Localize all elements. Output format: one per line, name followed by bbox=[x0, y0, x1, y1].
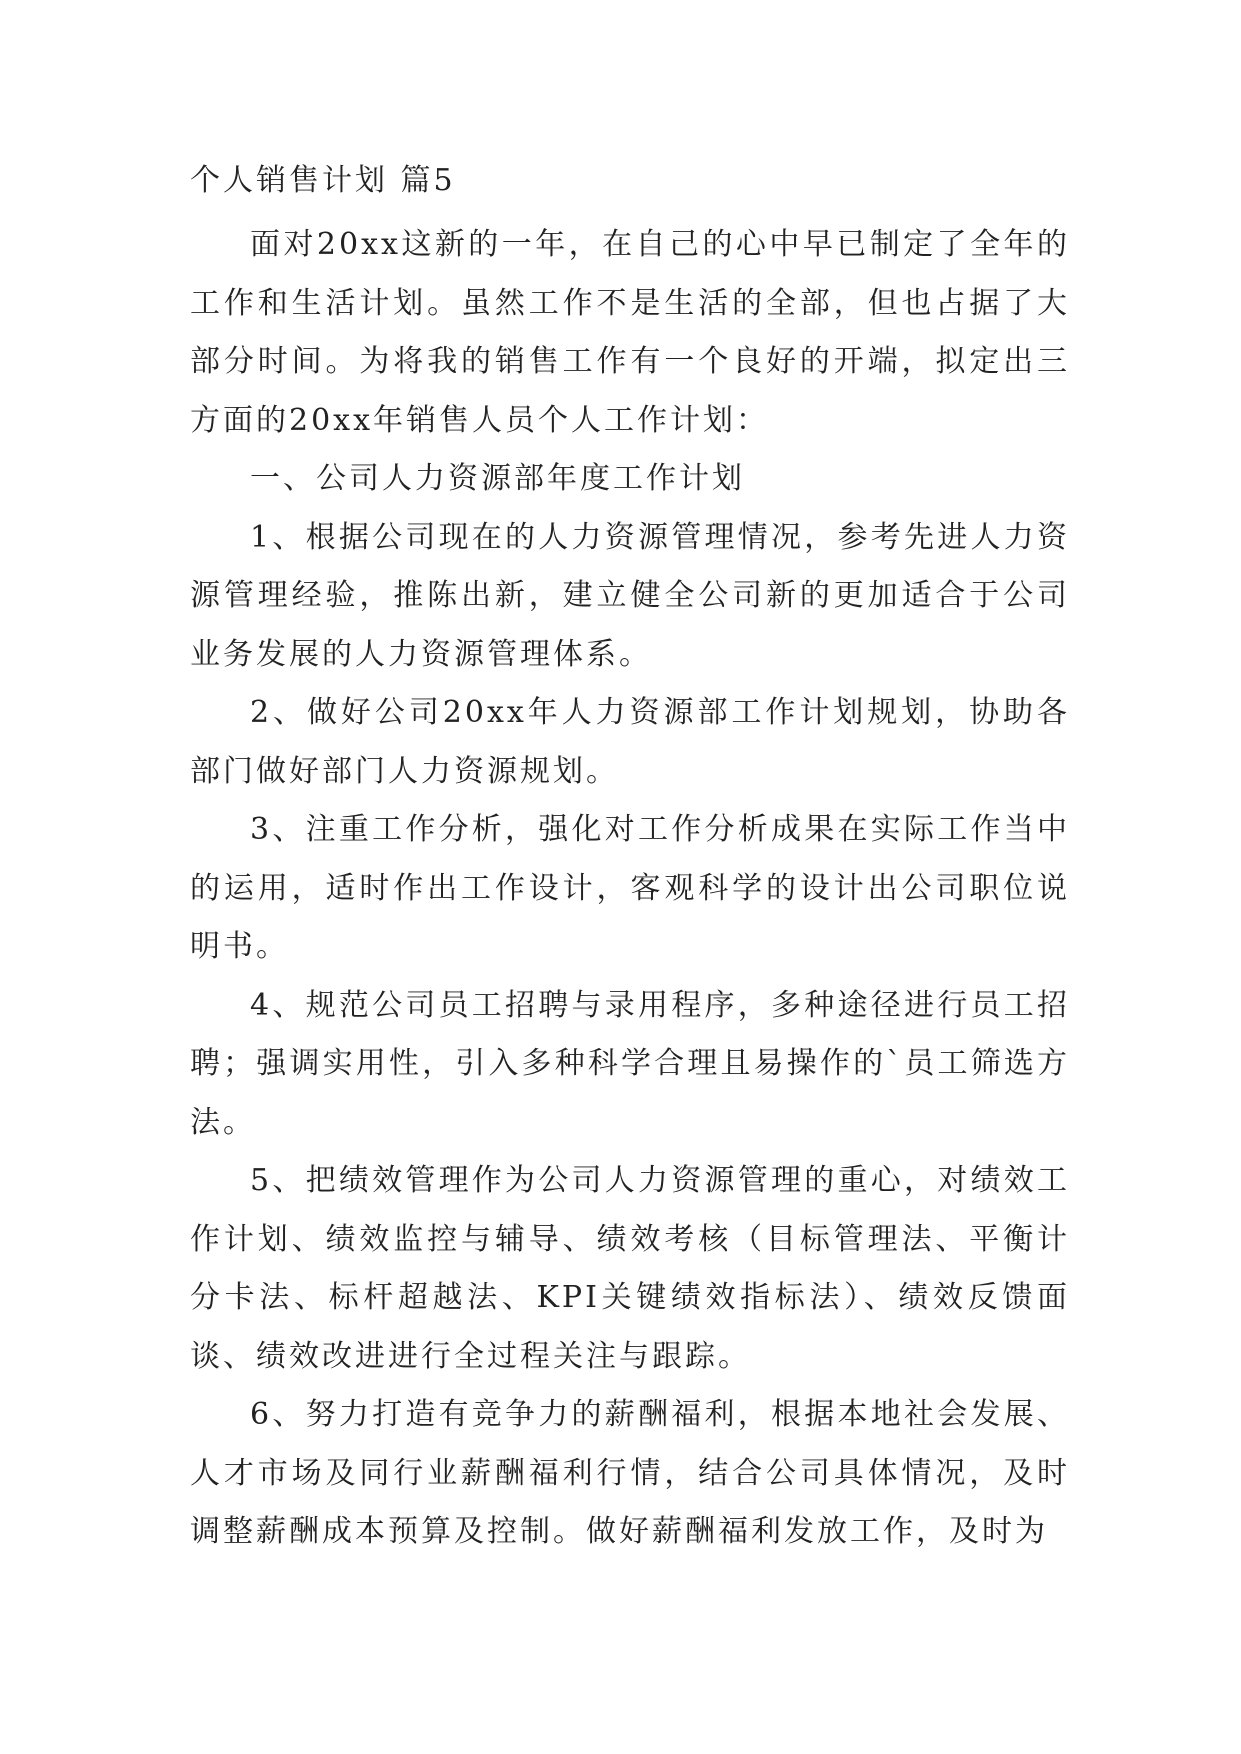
paragraph-item-1: 1、根据公司现在的人力资源管理情况，参考先进人力资源管理经验，推陈出新，建立健全公司新的更加适合于公司业务发展的人力资源管理体系。 bbox=[190, 519, 1070, 672]
document-body bbox=[190, 160, 1070, 1562]
paragraph-item-3: 3、注重工作分析，强化对工作分析成果在实际工作当中的运用，适时作出工作设计，客观科学的设计出公司职位说明书。 bbox=[190, 812, 1070, 964]
paragraph-item-2: 2、做好公司20xx年人力资源部工作计划规划，协助各部门做好部门人力资源规划。 bbox=[190, 695, 1070, 789]
paragraph-item-5: 5、把绩效管理作为公司人力资源管理的重心，对绩效工作计划、绩效监控与辅导、绩效考核（目标管理法、平衡计分卡法、标杆超越法、KPI关键绩效指标法）、绩效反馈面谈、绩效改进进行全过程关注与跟踪。 bbox=[190, 1163, 1070, 1374]
paragraph-intro: 面对20xx这新的一年，在自己的心中早已制定了全年的工作和生活计划。虽然工作不是生活的全部，但也占据了大部分时间。为将我的销售工作有一个良好的开端，拟定出三方面的20xx年销售人员个人工作计划： bbox=[190, 227, 1070, 438]
document-title: 个人销售计划 篇5 bbox=[190, 163, 456, 198]
section-heading-hr-plan: 一、公司人力资源部年度工作计划 bbox=[250, 461, 745, 496]
paragraph-item-6: 6、努力打造有竞争力的薪酬福利，根据本地社会发展、人才市场及同行业薪酬福利行情，结合公司具体情况，及时调整薪酬成本预算及控制。做好薪酬福利发放工作，及时为 bbox=[190, 1397, 1070, 1549]
paragraph-item-4: 4、规范公司员工招聘与录用程序，多种途径进行员工招聘；强调实用性，引入多种科学合理且易操作的`员工筛选方法。 bbox=[190, 987, 1070, 1140]
